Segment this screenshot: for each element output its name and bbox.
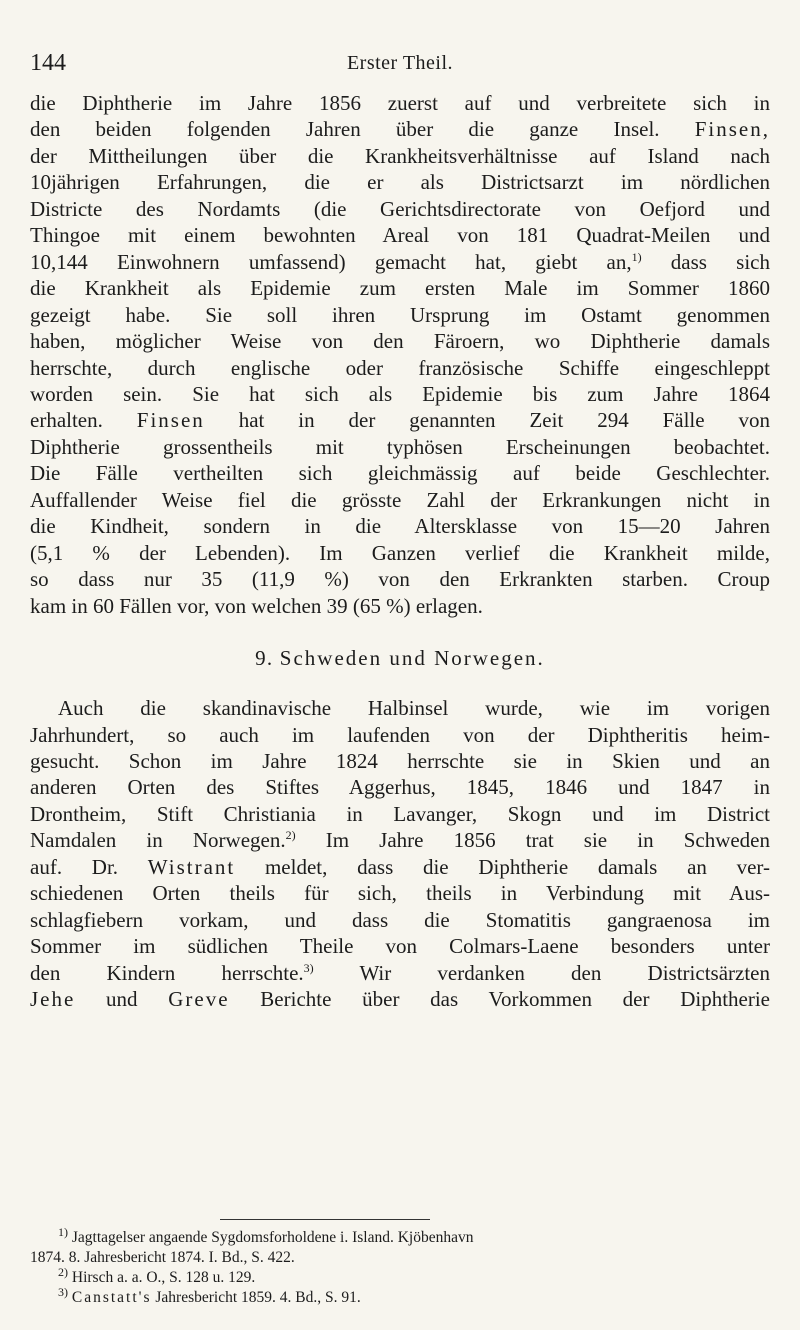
footnotes [30, 1224, 770, 1308]
footnote-ref: 1) [631, 249, 642, 264]
text-line: die Diphtherie im Jahre 1856 zuerst auf und verbreitete sich in [30, 91, 770, 115]
text-line: so dass nur 35 (11,9 %) von den Erkrankten starben. Croup [30, 567, 771, 592]
section-title: Schweden und Norwegen. [279, 646, 545, 671]
text-line: gesucht. Schon im Jahre 1824 herrschte sie in Skien und an [30, 748, 770, 773]
footnote-2: $^{2)}$ Hirsch a. a. O., S. 128 u. 129. [58, 1264, 256, 1286]
page-number: 144 [30, 50, 66, 76]
text-line: Sommer im südlichen Theile von Colmars-Laene besonders unter [30, 934, 770, 959]
text-line: gezeigt habe. Sie soll ihren Ursprung im Ostamt genommen [30, 302, 770, 327]
text-line: Auch die skandinavische Halbinsel wurde, wie im vorigen [58, 696, 770, 721]
text-line: herrschte, durch englische oder französische Schiffe eingeschleppt [30, 355, 770, 380]
text-line: 10jährigen Erfahrungen, die er als Districtsarzt im nördlichen [30, 170, 770, 195]
text-line: die Kindheit, sondern in die Altersklasse von 15—20 Jahren [30, 514, 770, 539]
text-line: (5,1 % der Lebenden). Im Ganzen verlief die Krankheit milde, [30, 540, 770, 565]
author-wistrant: Wistrant [147, 854, 236, 879]
text-line: haben, möglicher Weise von den Färoern, wo Diphtherie damals [30, 329, 770, 354]
author-finsen: Finsen, [694, 117, 770, 142]
text-line: anderen Orten des Stiftes Aggerhus, 1845, 1846 und 1847 in [30, 775, 770, 800]
text-line: auf. Dr. Wistrant meldet, dass die Diphtherie damals an ver- [30, 854, 770, 879]
author-finsen: Finsen [136, 408, 205, 433]
text-line: Thingoe mit einem bewohnten Areal von 181 Quadrat-Meilen und [30, 223, 770, 248]
text-line: Jehe und Greve Berichte über das Vorkommen der Diphtherie [30, 987, 770, 1012]
section-heading [30, 645, 770, 671]
footnote-3: $^{3)}$ Canstatt's Jahresbericht 1859. 4. Bd., S. 91. [58, 1284, 361, 1306]
footnote-ref: 3) [303, 960, 314, 975]
text-line: Diphtherie grossentheils mit typhösen Erscheinungen beobachtet. [30, 434, 770, 459]
body-text [30, 90, 770, 1013]
text-line: Jahrhundert, so auch im laufenden von der Diphtheritis heim- [30, 722, 770, 747]
footnote-1: $^{1)}$ Jagttagelser angaende Sygdomsforholdene i. Island. Kjöbenhavn [58, 1224, 474, 1246]
text-line: kam in 60 Fällen vor, von welchen 39 (65 %) erlagen. [30, 593, 483, 618]
running-head: Erster Theil. [346, 52, 454, 74]
section-number: 9. [255, 646, 274, 671]
text-line: der Mittheilungen über die Krankheitsverhältnisse auf Island nach [30, 143, 770, 168]
text-line: Namdalen in Norwegen.$^{2)}$ Im Jahre 1856 trat sie in Schweden [30, 828, 770, 853]
text-line: schlagfiebern vorkam, und dass die Stomatitis gangraenosa im [30, 907, 770, 932]
footnote-1-cont: 1874. 8. Jahresbericht 1874. I. Bd., S. 422. [30, 1249, 295, 1266]
footnote-ref: 2) [285, 828, 296, 843]
text-line: 10,144 Einwohnern umfassend) gemacht hat, giebt an,$^{1)}$ dass sich [30, 249, 770, 274]
page-header [30, 46, 770, 80]
text-line: erhalten. Finsen hat in der genannten Zeit 294 Fälle von [30, 408, 770, 433]
author-jehe: Jehe [30, 987, 76, 1012]
text-line: den beiden folgenden Jahren über die ganze Insel. Finsen, [30, 117, 770, 142]
paragraph-1 [30, 90, 770, 619]
text-line: Drontheim, Stift Christiania in Lavanger, Skogn und im District [30, 801, 770, 826]
text-line: schiedenen Orten theils für sich, theils in Verbindung mit Aus- [30, 881, 770, 906]
paragraph-2 [30, 695, 770, 1012]
text-line: Auffallender Weise fiel die grösste Zahl der Erkrankungen nicht in [30, 487, 770, 512]
text-line: Districte des Nordamts (die Gerichtsdirectorate von Oefjord und [30, 196, 770, 221]
text-line: den Kindern herrschte.$^{3)}$ Wir verdanken den Districtsärzten [30, 960, 770, 985]
author-greve: Greve [168, 987, 230, 1012]
text-line: Die Fälle vertheilten sich gleichmässig auf beide Geschlechter. [30, 461, 770, 486]
text-line: die Krankheit als Epidemie zum ersten Male im Sommer 1860 [30, 276, 770, 301]
footnote-rule [220, 1219, 430, 1220]
text-line: worden sein. Sie hat sich als Epidemie bis zum Jahre 1864 [30, 381, 770, 406]
